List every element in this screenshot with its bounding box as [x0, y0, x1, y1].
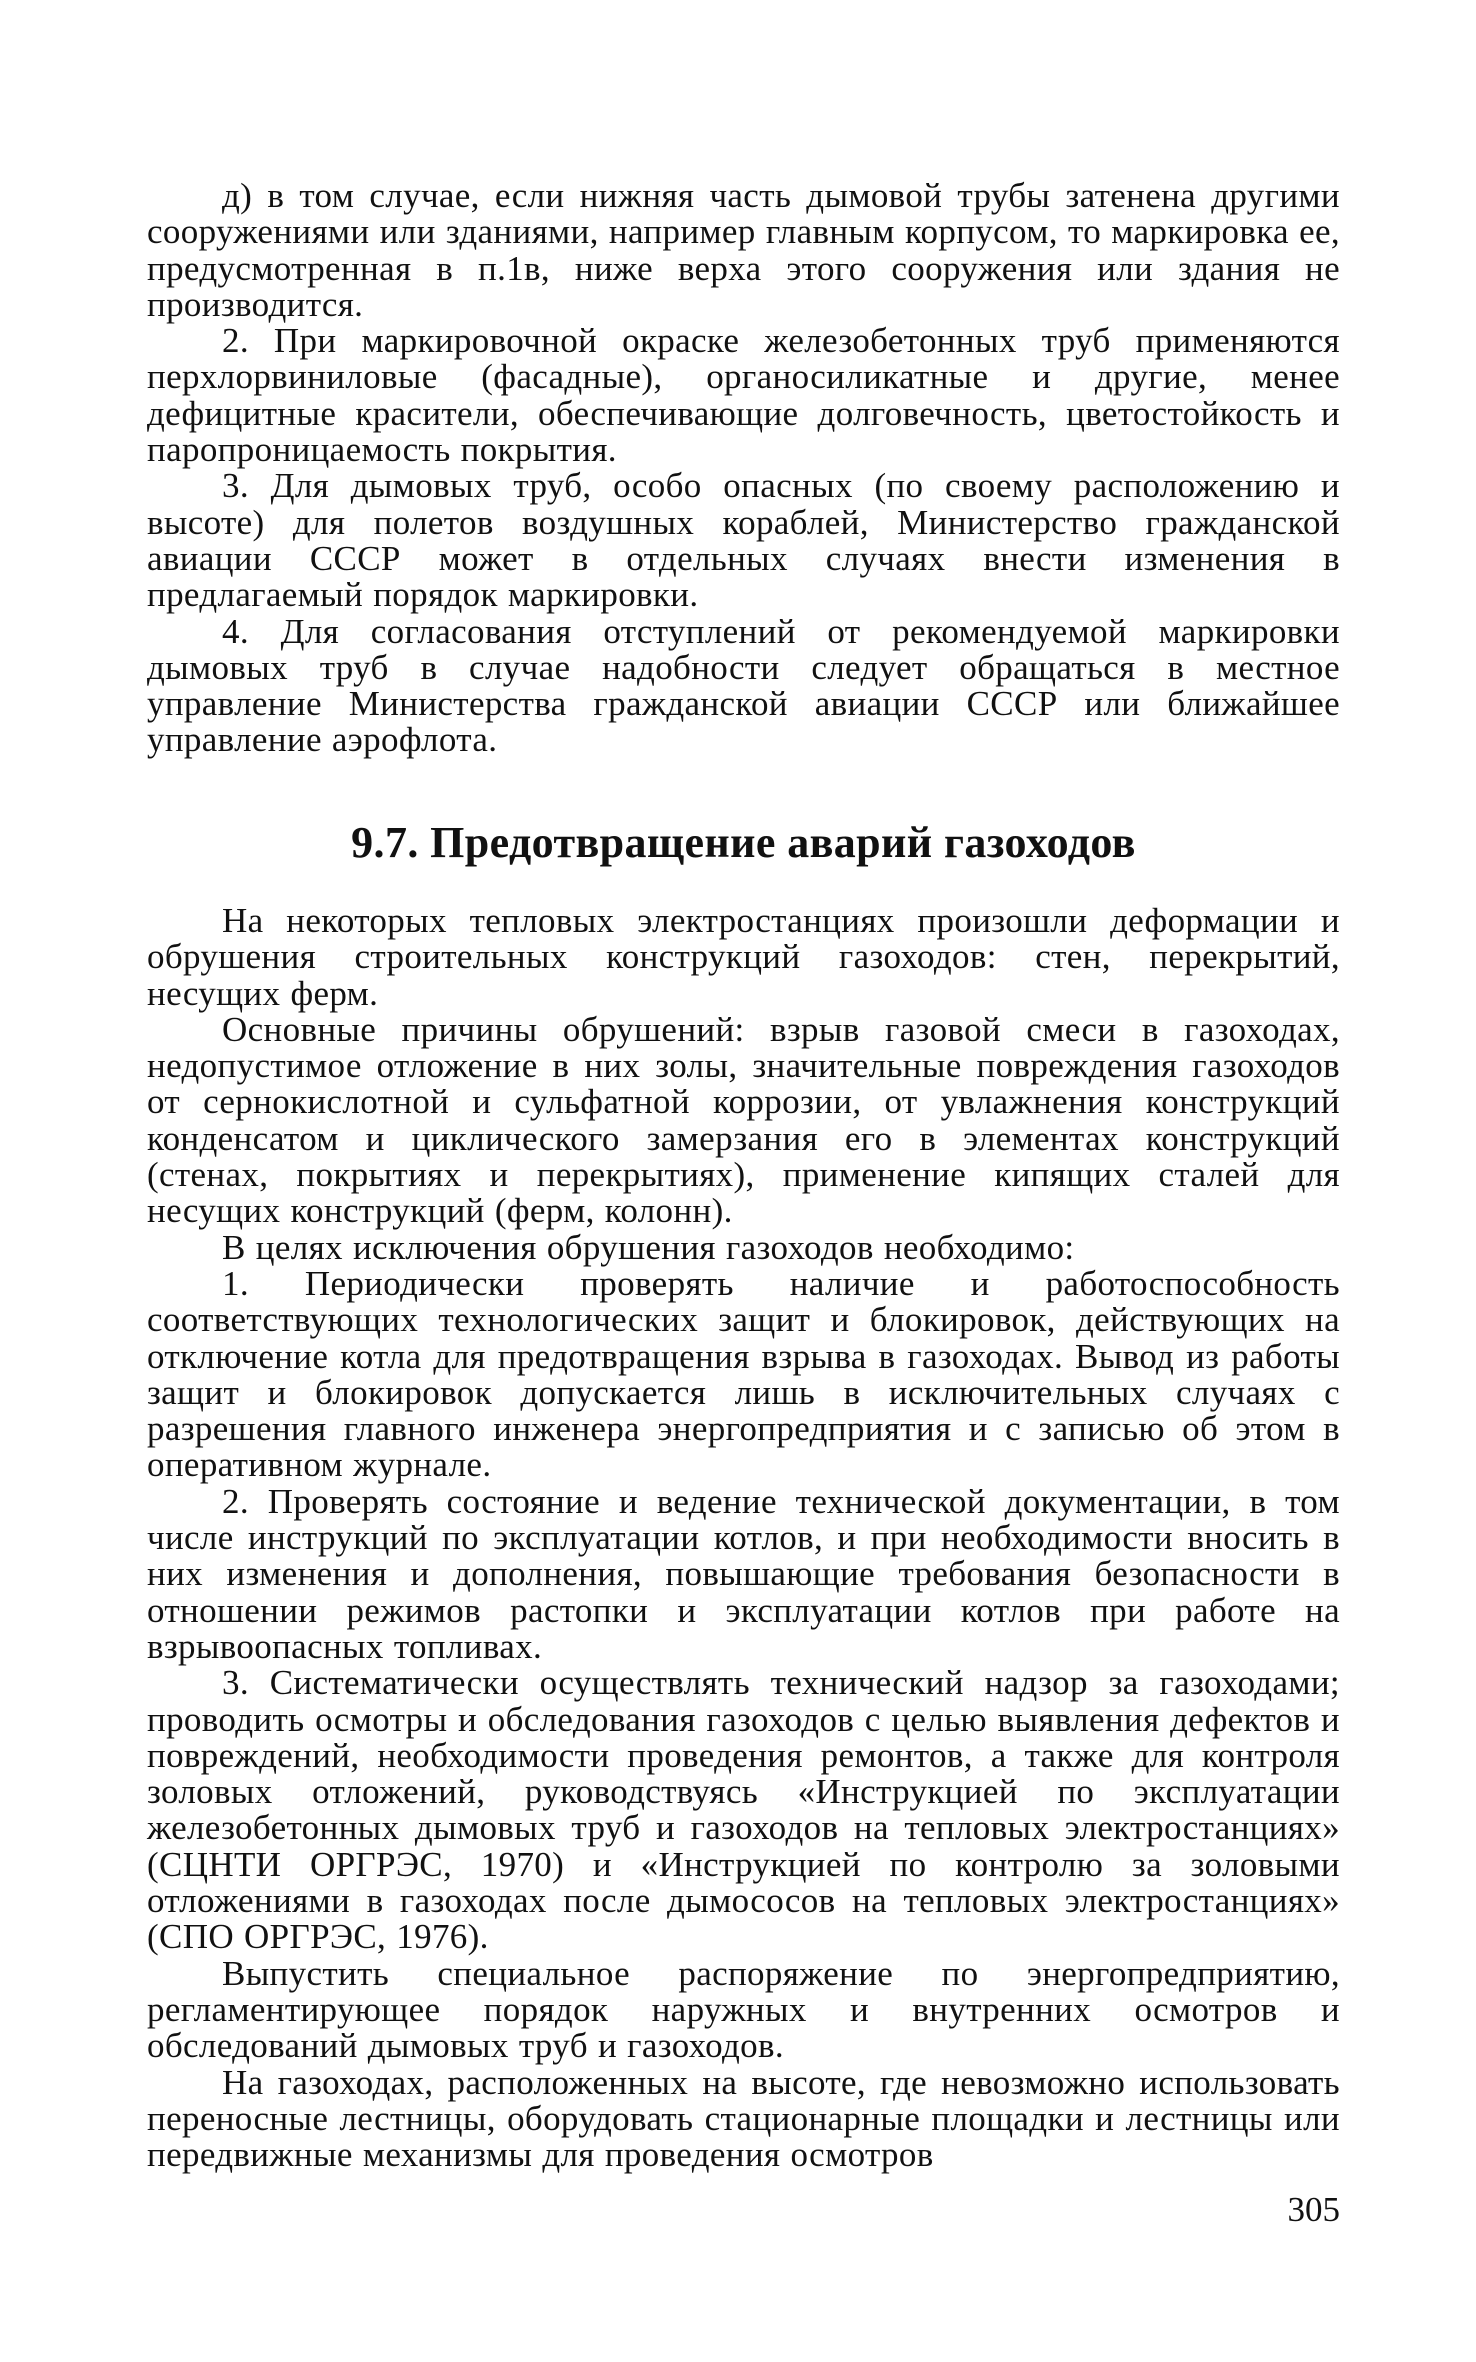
- paragraph-order: Выпустить специальное распоряжение по энергопредприятию, регламентирующее порядок наружных и внутренних осмотров и обследований дымовых труб и газоходов.: [147, 1953, 1340, 2066]
- paragraph-platforms: На газоходах, расположенных на высоте, где невозможно использовать переносные лестницы, оборудовать стационарные площадки и лестницы или передвижные механизмы для проведения осмотров: [147, 2062, 1340, 2175]
- top-text-block: [147, 178, 1340, 759]
- paragraph-item-d: д) в том случае, если нижняя часть дымовой трубы затенена другими сооружениями или зданиями, например главным корпусом, то маркировка ее, предусмотренная в п.1в, ниже верха этого сооружения или здания не производится.: [147, 176, 1340, 324]
- paragraph-point-3: 3. Для дымовых труб, особо опасных (по своему расположению и высоте) для полетов воздушных кораблей, Министерство гражданской авиации СССР может в отдельных случаях внести изменения в предлагаемый порядок маркировки.: [147, 466, 1340, 615]
- paragraph-measures-lead: В целях исключения обрушения газоходов необходимо:: [222, 1227, 1075, 1267]
- paragraph-point-2: 2. При маркировочной окраске железобетонных труб применяются перхлорвиниловые (фасадные), органосиликатные и другие, менее дефицитные красители, обеспечивающие долговечность, цветостойкость и паропроницаемость покрытия.: [147, 321, 1340, 470]
- paragraph-point-4: 4. Для согласования отступлений от рекомендуемой маркировки дымовых труб в случае надобности следует обращаться в местное управление Министерства гражданской авиации СССР или ближайшее управление аэрофлота.: [147, 611, 1340, 760]
- paragraph-intro: На некоторых тепловых электростанциях произошли деформации и обрушения строительных конструкций газоходов: стен, перекрытий, несущих ферм.: [147, 901, 1340, 1013]
- paragraph-measure-2: 2. Проверять состояние и ведение технической документации, в том числе инструкций по эксплуатации котлов, и при необходимости вносить в них изменения и дополнения, повышающие требования безопасности в отношении режимов растопки и эксплуатации котлов при работе на взрывоопасных топливах.: [147, 1481, 1340, 1666]
- bottom-text-block: [147, 903, 1340, 2173]
- paragraph-measure-1: 1. Периодически проверять наличие и работоспособность соответствующих технологических защит и блокировок, действующих на отключение котла для предотвращения взрыва в газоходах. Вывод из работы защит и блокировок допускается лишь в исключительных случаях с разрешения главного инженера энергопредприятия и с записью об этом в оперативном журнале.: [147, 1263, 1340, 1485]
- page-number: 305: [1287, 2190, 1340, 2229]
- section-heading: 9.7. Предотвращение аварий газоходов: [351, 818, 1136, 867]
- paragraph-measure-3: 3. Систематически осуществлять технический надзор за газоходами; проводить осмотры и обследования газоходов с целью выявления дефектов и повреждений, необходимости проведения ремонтов, а также для контроля золовых отложений, руководствуясь «Инструкцией по эксплуатации железобетонных дымовых труб и газоходов на тепловых электростанциях» (СЦНТИ ОРГРЭС, 1970) и «Инструкцией по контролю за золовыми отложениями в газоходах после дымососов на тепловых электростанциях» (СПО ОРГРЭС, 1976).: [147, 1663, 1340, 1957]
- paragraph-causes: Основные причины обрушений: взрыв газовой смеси в газоходах, недопустимое отложение в них золы, значительные повреждения газоходов от сернокислотной и сульфатной коррозии, от увлажнения конструкций конденсатом и циклического замерзания его в элементах конструкций (стенах, покрытиях и перекрытиях), применение кипящих сталей для несущих конструкций (ферм, колонн).: [147, 1009, 1340, 1231]
